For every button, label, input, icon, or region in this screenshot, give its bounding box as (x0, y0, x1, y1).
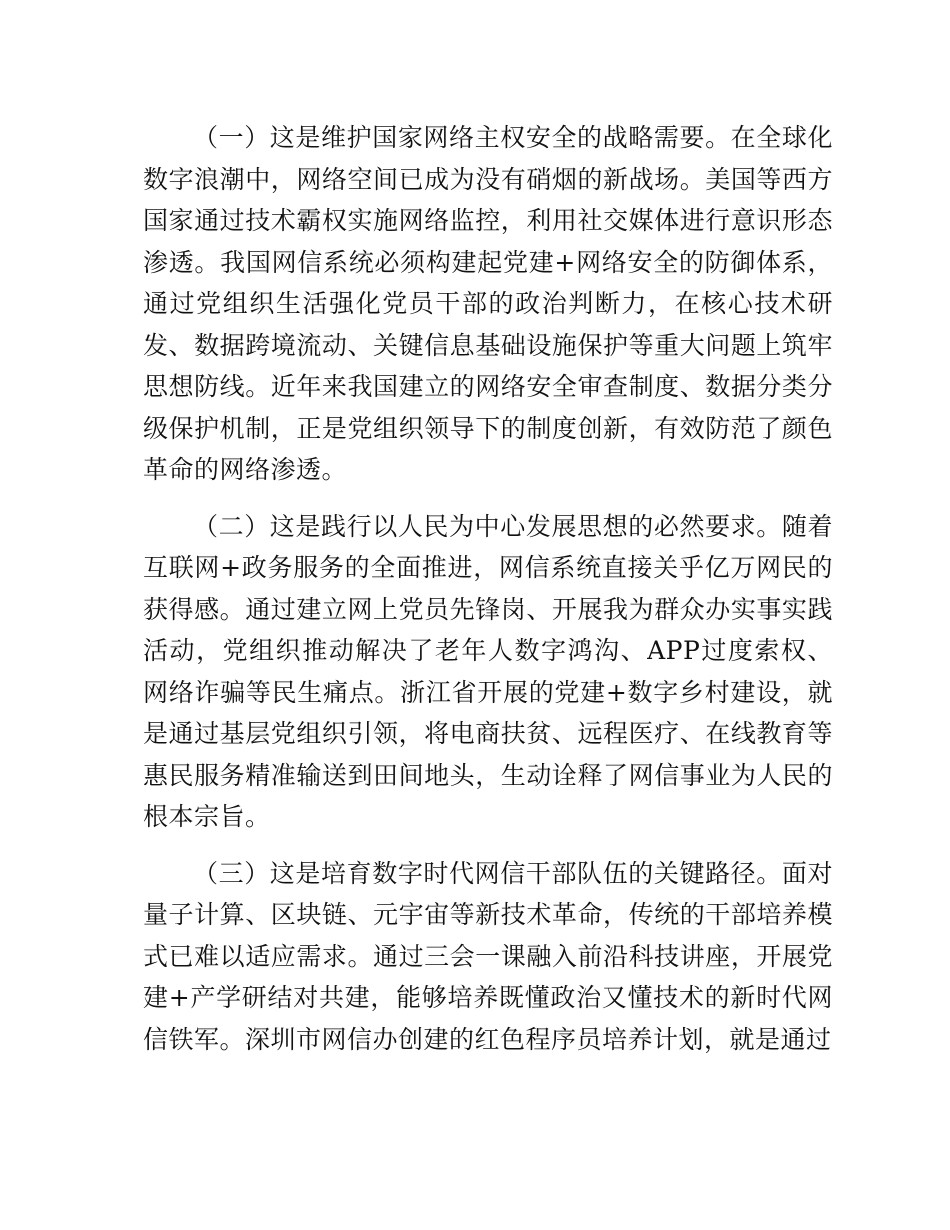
paragraph-1: （一）这是维护国家网络主权安全的战略需要。在全球化数字浪潮中，网络空间已成为没有硝烟的新战场。美国等西方国家通过技术霸权实施网络监控，利用社交媒体进行意识形态渗透。我国网信系统必须构建起党建+网络安全的防御体系，通过党组织生活强化党员干部的政治判断力，在核心技术研发、数据跨境流动、关键信息基础设施保护等重大问题上筑牢思想防线。近年来我国建立的网络安全审查制度、数据分类分级保护机制，正是党组织领导下的制度创新，有效防范了颜色革命的网络渗透。 (143, 123, 833, 484)
paragraph-2: （二）这是践行以人民为中心发展思想的必然要求。随着互联网+政务服务的全面推进，网信系统直接关乎亿万网民的获得感。通过建立网上党员先锋岗、开展我为群众办实事实践活动，党组织推动解决了老年人数字鸿沟、APP过度索权、网络诈骗等民生痛点。浙江省开展的党建+数字乡村建设，就是通过基层党组织引领，将电商扶贫、远程医疗、在线教育等惠民服务精准输送到田间地头，生动诠释了网信事业为人民的根本宗旨。 (143, 511, 833, 831)
document-body (143, 117, 833, 1075)
paragraph-3: （三）这是培育数字时代网信干部队伍的关键路径。面对量子计算、区块链、元宇宙等新技术革命，传统的干部培养模式已难以适应需求。通过三会一课融入前沿科技讲座，开展党建+产学研结对共建，能够培养既懂政治又懂技术的新时代网信铁军。深圳市网信办创建的红色程序员培养计划，就是通过 (143, 858, 833, 1054)
